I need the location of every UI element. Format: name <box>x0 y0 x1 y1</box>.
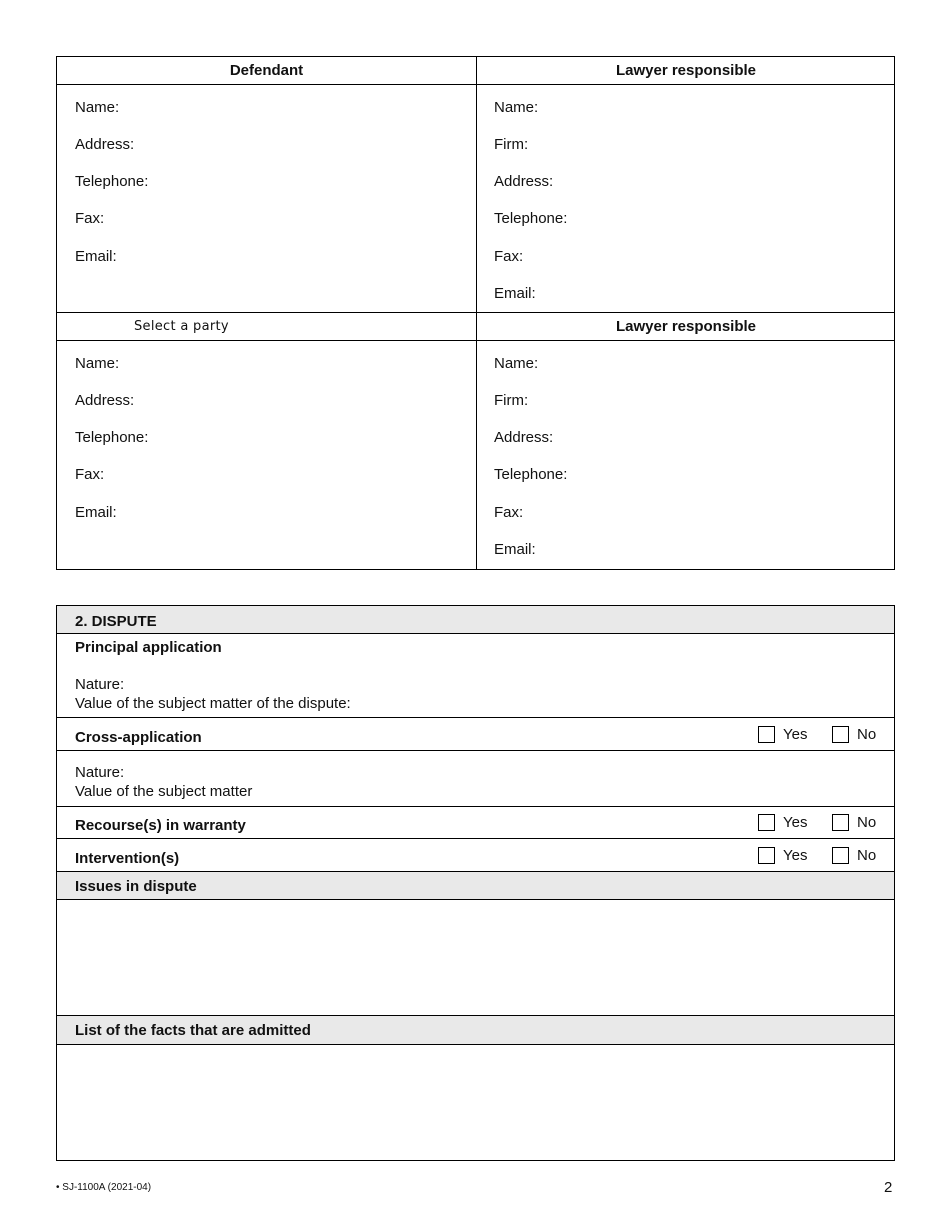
divider <box>57 750 894 751</box>
issues-in-dispute-label: Issues in dispute <box>75 878 197 895</box>
divider <box>57 838 894 839</box>
divider <box>57 1044 894 1045</box>
parties-table <box>56 56 895 570</box>
checkbox[interactable] <box>832 847 849 864</box>
party-address-field[interactable]: Address: <box>75 392 135 409</box>
form-code: • SJ-1100A (2021-04) <box>56 1182 152 1193</box>
checkbox[interactable] <box>832 726 849 743</box>
principal-value-field[interactable]: Value of the subject matter of the dispute: <box>75 695 351 712</box>
principal-nature-field[interactable]: Nature: <box>75 676 125 693</box>
lawyer2-firm-field[interactable]: Firm: <box>494 392 529 409</box>
yes-label: Yes <box>783 814 808 831</box>
lawyer2-telephone-field[interactable]: Telephone: <box>494 466 568 483</box>
party-fax-field[interactable]: Fax: <box>75 466 105 483</box>
divider <box>57 633 894 634</box>
lawyer1-address-field[interactable]: Address: <box>494 173 554 190</box>
recourse-warranty-label: Recourse(s) in warranty <box>75 817 246 834</box>
principal-application-label: Principal application <box>75 639 222 656</box>
defendant-header: Defendant <box>229 62 304 79</box>
no-label: No <box>857 847 877 864</box>
party-email-field[interactable]: Email: <box>75 504 117 521</box>
no-label: No <box>857 726 877 743</box>
lawyer2-email-field[interactable]: Email: <box>494 541 536 558</box>
defendant-telephone-field[interactable]: Telephone: <box>75 173 149 190</box>
defendant-name-field[interactable]: Name: <box>75 99 120 116</box>
lawyer-responsible-header-2: Lawyer responsible <box>615 318 757 335</box>
divider <box>57 899 894 900</box>
lawyer-responsible-header-1: Lawyer responsible <box>615 62 757 79</box>
facts-admitted-label: List of the facts that are admitted <box>75 1022 311 1039</box>
lawyer1-fax-field[interactable]: Fax: <box>494 248 524 265</box>
checkbox[interactable] <box>758 814 775 831</box>
checkbox[interactable] <box>758 726 775 743</box>
lawyer1-telephone-field[interactable]: Telephone: <box>494 210 568 227</box>
party-name-field[interactable]: Name: <box>75 355 120 372</box>
cross-nature-field[interactable]: Nature: <box>75 764 125 781</box>
interventions-no[interactable] <box>832 847 876 864</box>
dispute-section-title: 2. DISPUTE <box>75 613 157 630</box>
interventions-yes[interactable] <box>758 847 807 864</box>
defendant-email-field[interactable]: Email: <box>75 248 117 265</box>
party-telephone-field[interactable]: Telephone: <box>75 429 149 446</box>
lawyer1-name-field[interactable]: Name: <box>494 99 539 116</box>
recourse-warranty-yes[interactable] <box>758 814 807 831</box>
party-select-value: Select a party <box>134 319 229 334</box>
header-divider-1 <box>57 84 894 85</box>
facts-admitted-textarea[interactable] <box>57 1046 894 1160</box>
defendant-address-field[interactable]: Address: <box>75 136 135 153</box>
issues-in-dispute-textarea[interactable] <box>57 901 894 1015</box>
interventions-label: Intervention(s) <box>75 850 180 867</box>
party-select-dropdown[interactable] <box>57 313 476 341</box>
yes-label: Yes <box>783 726 808 743</box>
dispute-section <box>56 605 895 1161</box>
defendant-fax-field[interactable]: Fax: <box>75 210 105 227</box>
lawyer1-email-field[interactable]: Email: <box>494 285 536 302</box>
lawyer1-firm-field[interactable]: Firm: <box>494 136 529 153</box>
divider <box>57 806 894 807</box>
no-label: No <box>857 814 877 831</box>
yes-label: Yes <box>783 847 808 864</box>
header-divider-2 <box>57 340 894 341</box>
lawyer2-name-field[interactable]: Name: <box>494 355 539 372</box>
cross-application-label: Cross-application <box>75 729 202 746</box>
recourse-warranty-no[interactable] <box>832 814 876 831</box>
dispute-title-band <box>57 606 894 634</box>
checkbox[interactable] <box>832 814 849 831</box>
divider <box>57 717 894 718</box>
page-number: 2 <box>884 1179 893 1196</box>
checkbox[interactable] <box>758 847 775 864</box>
lawyer2-address-field[interactable]: Address: <box>494 429 554 446</box>
cross-application-no[interactable] <box>832 726 876 743</box>
lawyer2-fax-field[interactable]: Fax: <box>494 504 524 521</box>
cross-value-field[interactable]: Value of the subject matter <box>75 783 253 800</box>
cross-application-yes[interactable] <box>758 726 807 743</box>
